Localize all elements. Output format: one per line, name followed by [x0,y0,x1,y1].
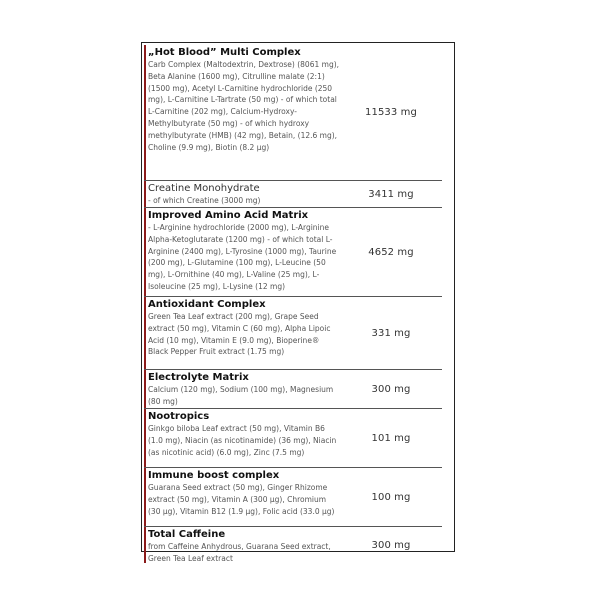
ingredient-amount: 300 mg [371,539,411,551]
table-row [144,181,442,208]
table-row [144,409,442,468]
ingredient-amount: 300 mg [371,383,411,395]
ingredient-name: Electrolyte Matrix [148,372,249,383]
ingredient-name: Creatine Monohydrate [148,183,260,194]
ingredient-cell [144,370,340,408]
ingredient-amount: 11533 mg [365,107,417,118]
ingredient-name: Nootropics [148,411,210,422]
ingredient-description: from Caffeine Anhydrous, Guarana Seed extract, Green Tea Leaf extract [148,542,331,563]
table-row [144,370,442,409]
ingredient-amount: 4652 mg [368,246,414,258]
ingredient-cell [144,409,340,467]
ingredient-name: Antioxidant Complex [148,299,266,310]
table-row [144,45,442,181]
table-row [144,527,442,563]
table-row [144,468,442,527]
row-accent [144,45,146,180]
ingredient-cell [144,468,340,526]
ingredient-name: Total Caffeine [148,529,226,540]
row-accent [144,370,146,408]
row-accent [144,297,146,369]
ingredient-amount: 100 mg [371,491,411,503]
table-row [144,208,442,297]
ingredient-cell [144,181,340,207]
ingredient-name: „Hot Blood” Multi Complex [148,47,301,58]
ingredient-name: Immune boost complex [148,470,280,481]
ingredient-cell [144,297,340,369]
row-accent [144,181,146,207]
ingredient-description: - L-Arginine hydrochloride (2000 mg), L-Arginine Alpha-Ketoglutarate (1200 mg) - of which total L-Arginine (2400 mg), L-Tyrosine (1000 mg), Taurine (200 mg), L-Glutamine (100 mg), L-Leucine (50 mg), L-Ornithine (40 mg), L-Valine (25 mg), L-Isoleucine (25 mg), L-Lysine (12 mg) [148,223,337,291]
ingredient-description: Ginkgo biloba Leaf extract (50 mg), Vitamin B6 (1.0 mg), Niacin (as nicotinamide) (36 mg), Niacin (as nicotinic acid) (6.0 mg), Zinc (7.5 mg) [148,424,337,457]
ingredient-description: Guarana Seed extract (50 mg), Ginger Rhizome extract (50 mg), Vitamin A (300 µg), Chromium (30 µg), Vitamin B12 (1.9 µg), Folic acid (33.0 µg) [148,483,335,516]
table-row [144,297,442,370]
ingredient-amount: 3411 mg [368,188,414,200]
ingredient-amount: 331 mg [371,327,411,339]
ingredient-name: Improved Amino Acid Matrix [148,210,309,221]
row-accent [144,468,146,526]
ingredient-description: Calcium (120 mg), Sodium (100 mg), Magnesium (80 mg) [148,385,334,406]
row-accent [144,527,146,563]
row-accent [144,208,146,296]
ingredient-cell [144,527,340,563]
row-accent [144,409,146,467]
ingredient-description: Carb Complex (Maltodextrin, Dextrose) (8061 mg), Beta Alanine (1600 mg), Citrulline malate (2:1) (1500 mg), Acetyl L-Carnitine hydrochloride (250 mg), L-Carnitine L-Tartrate (50 mg) - of which total L-Carnitine (202 mg), Calcium-Hydroxy-Methylbutyrate (50 mg) - of which hydroxy methylbutyrate (HMB) (42 mg), Betain, (12.6 mg), Choline (9.9 mg), Biotin (8.2 µg) [148,60,340,152]
ingredient-amount: 101 mg [371,432,411,444]
ingredient-description: - of which Creatine (3000 mg) [148,196,261,205]
ingredients-table [144,45,442,563]
ingredient-cell [144,208,340,296]
ingredient-description: Green Tea Leaf extract (200 mg), Grape Seed extract (50 mg), Vitamin C (60 mg), Alpha Lipoic Acid (10 mg), Vitamin E (9.0 mg), Bioperine® Black Pepper Fruit extract (1.75 mg) [148,312,331,357]
ingredient-cell [144,45,340,180]
